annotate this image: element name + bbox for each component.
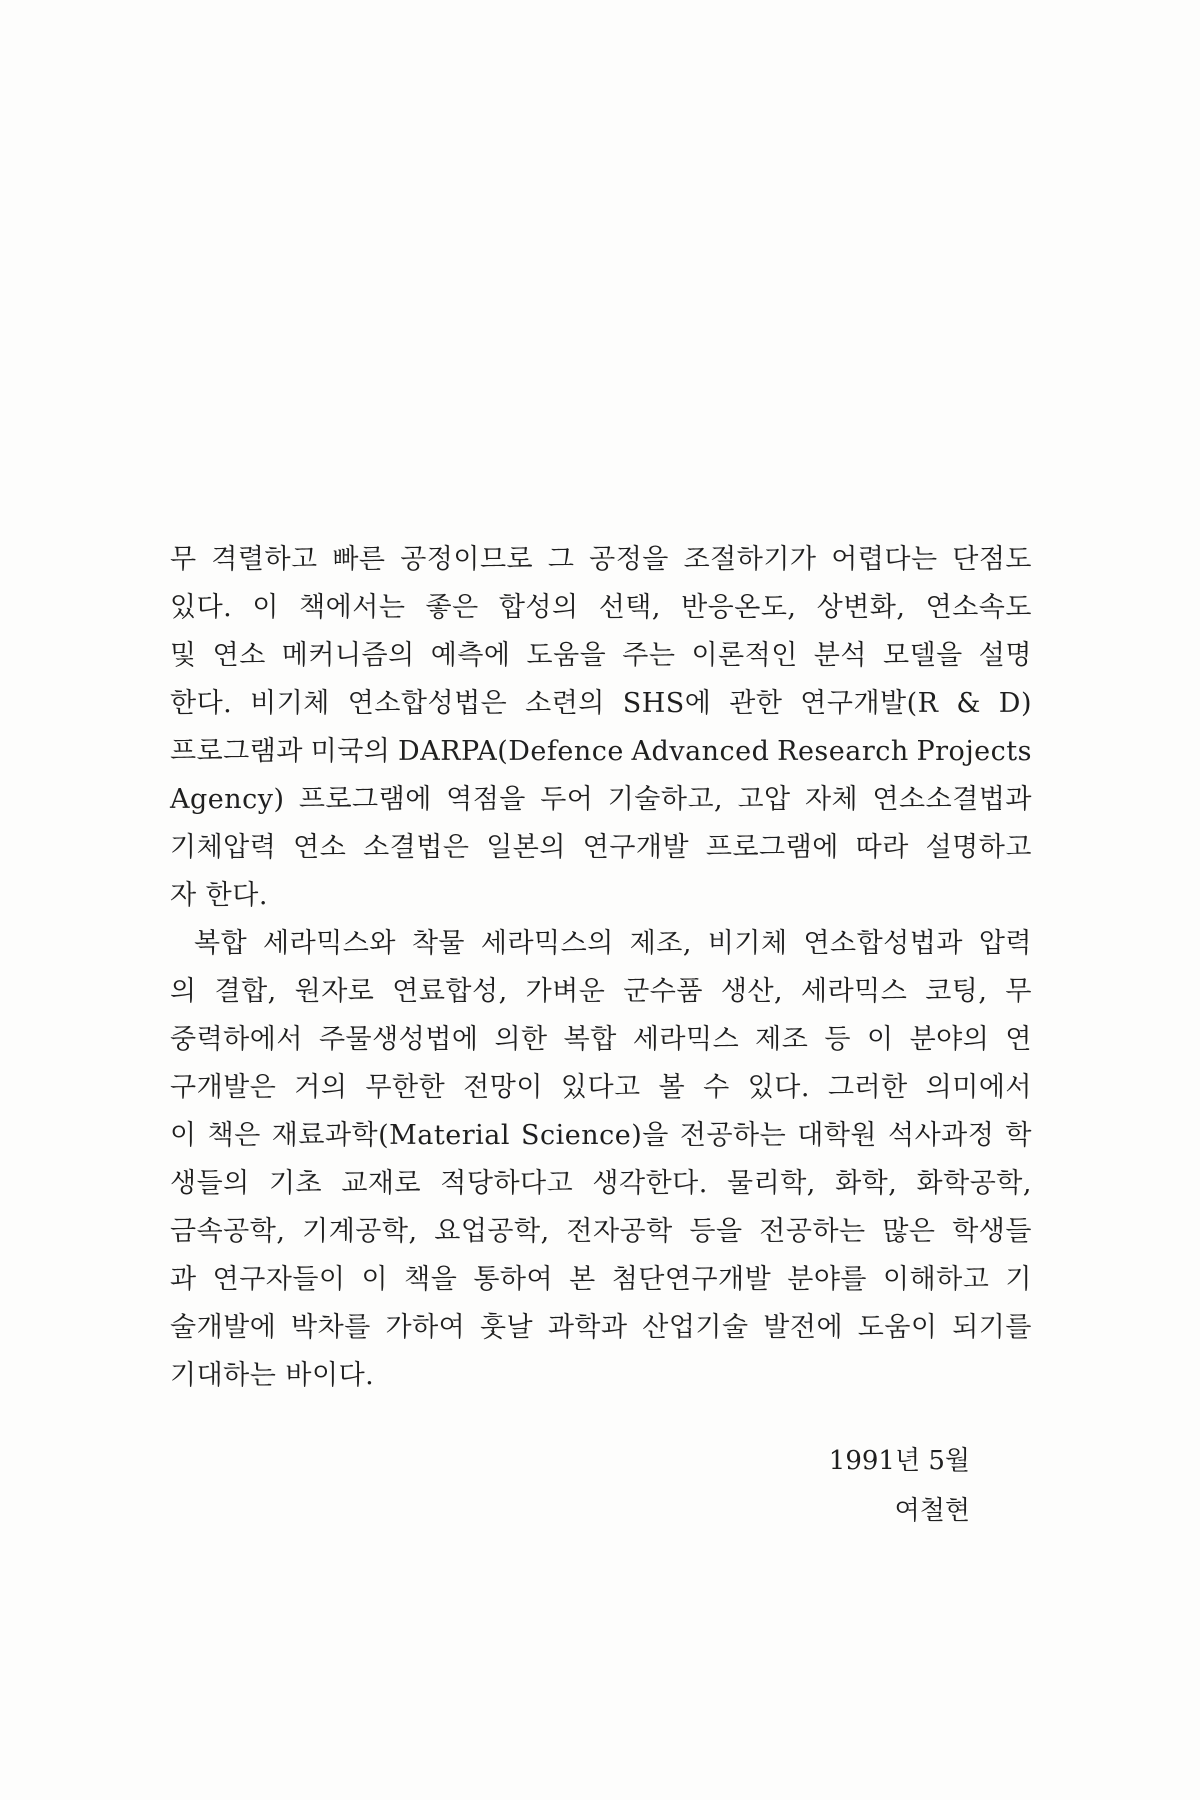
text-line: 의 결합, 원자로 연료합성, 가벼운 군수품 생산, 세라믹스 코팅, 무 (170, 976, 1032, 1007)
text-line: 과 연구자들이 이 책을 통하여 본 첨단연구개발 분야를 이해하고 기 (170, 1264, 1032, 1295)
text-line: 중력하에서 주물생성법에 의한 복합 세라믹스 제조 등 이 분야의 연 (170, 1024, 1032, 1055)
text-line: 기대하는 바이다. (170, 1360, 375, 1391)
text-line: 이 책은 재료과학(Material Science)을 전공하는 대학원 석사과정 학 (170, 1120, 1032, 1151)
text-line: 기체압력 연소 소결법은 일본의 연구개발 프로그램에 따라 설명하고 (170, 832, 1032, 863)
text-line: Agency) 프로그램에 역점을 두어 기술하고, 고압 자체 연소소결법과 (170, 784, 1032, 815)
text-line: 자 한다. (170, 880, 268, 911)
text-line: 프로그램과 미국의 DARPA(Defence Advanced Research Projects (170, 736, 1032, 767)
signature-author: 여철현 (894, 1496, 970, 1526)
paragraph-1 (170, 536, 1032, 920)
text-line: 무 격렬하고 빠른 공정이므로 그 공정을 조절하기가 어렵다는 단점도 (170, 544, 1032, 575)
text-line: 구개발은 거의 무한한 전망이 있다고 볼 수 있다. 그러한 의미에서 (170, 1072, 1032, 1103)
signature-date: 1991년 5월 (828, 1446, 970, 1476)
text-line: 한다. 비기체 연소합성법은 소련의 SHS에 관한 연구개발(R & D) (170, 688, 1032, 719)
text-line: 금속공학, 기계공학, 요업공학, 전자공학 등을 전공하는 많은 학생들 (170, 1216, 1032, 1247)
text-line: 복합 세라믹스와 착물 세라믹스의 제조, 비기체 연소합성법과 압력 (194, 928, 1032, 959)
paragraph-2 (170, 920, 1032, 1400)
text-line: 술개발에 박차를 가하여 훗날 과학과 산업기술 발전에 도움이 되기를 (170, 1312, 1032, 1343)
text-line: 있다. 이 책에서는 좋은 합성의 선택, 반응온도, 상변화, 연소속도 (170, 592, 1032, 623)
text-line: 생들의 기초 교재로 적당하다고 생각한다. 물리학, 화학, 화학공학, (170, 1168, 1032, 1199)
preface-text (170, 536, 1032, 1400)
text-line: 및 연소 메커니즘의 예측에 도움을 주는 이론적인 분석 모델을 설명 (170, 640, 1032, 671)
